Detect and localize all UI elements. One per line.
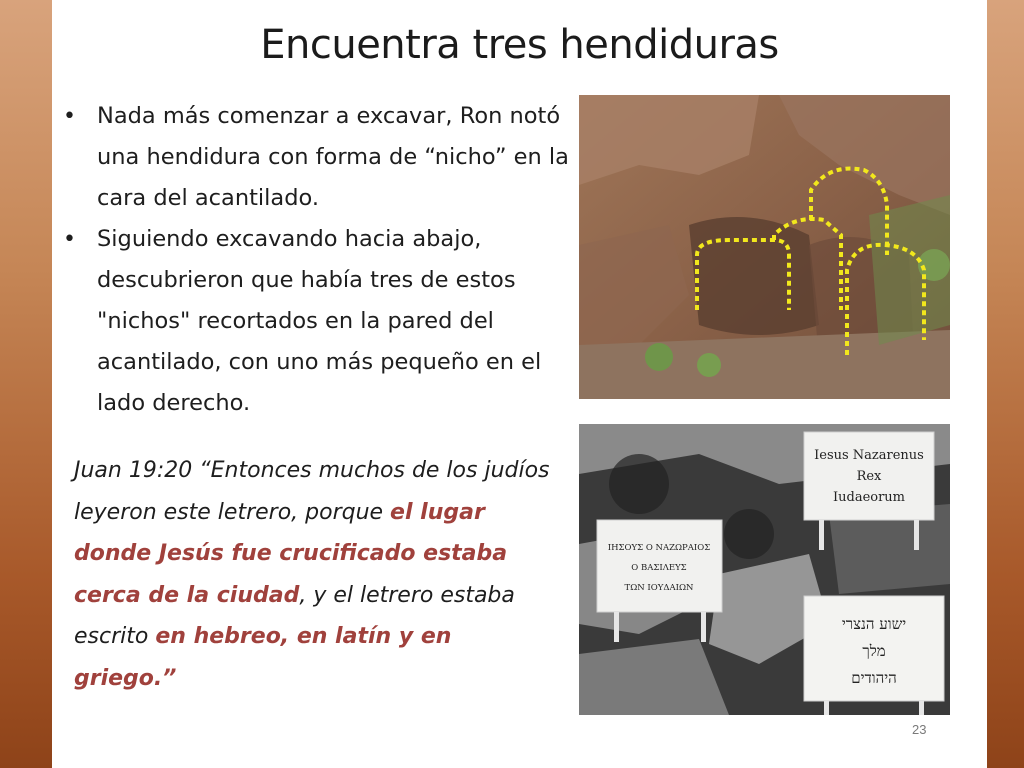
greek-sign-line: ΤΩΝ ΙΟΥΔΑΙΩΝ: [624, 583, 694, 593]
bullet-item: [60, 219, 570, 424]
bullet-item: [60, 96, 570, 219]
cliff-photo-illustration: [579, 95, 950, 399]
quote-text: , y el letrero estaba escrito: [74, 582, 515, 649]
cliff-niches-photo: [579, 95, 950, 399]
hebrew-sign-line: ישוע הנצרי: [841, 615, 907, 633]
page-number: 23: [912, 722, 927, 737]
hebrew-sign: [804, 596, 944, 715]
slide: [52, 0, 987, 768]
greek-sign-line: Ο ΒΑΣΙΛΕΥΣ: [631, 563, 687, 573]
bullet-text: Nada más comenzar a excavar, Ron notó una hendidura con forma de “nicho” en la cara del acantilado.: [97, 103, 569, 211]
bullet-icon: •: [63, 227, 76, 252]
quote-highlight-location: el lugar donde Jesús fue crucificado estaba cerca de la ciudad: [74, 499, 508, 608]
latin-sign-line: Iudaeorum: [832, 490, 906, 505]
quote-book: Juan: [74, 458, 129, 483]
slide-title: Encuentra tres hendiduras: [260, 22, 779, 68]
scripture-quote: [74, 450, 554, 699]
bullet-text: Siguiendo excavando hacia abajo, descubrieron que había tres de estos "nichos" recortados en la pared del acantilado, con uno más pequeño en el lado derecho.: [97, 226, 542, 416]
bullet-list: [60, 96, 570, 424]
quote-highlight-languages: en hebreo, en latín y en griego.”: [74, 624, 452, 691]
quote-reference: 19:20: [128, 458, 193, 483]
bullet-icon: •: [63, 104, 76, 129]
hebrew-sign-line: מלך: [862, 642, 886, 660]
signs-photo-illustration: [579, 424, 950, 715]
trilingual-signs-photo: [579, 424, 950, 715]
latin-sign-line: Rex: [856, 469, 882, 484]
quote-text: “Entonces muchos de los judíos leyeron este letrero, porque: [74, 458, 550, 525]
greek-sign-line: ΙΗΣΟΥΣ Ο ΝΑΖΩΡΑΙΟΣ: [607, 543, 711, 553]
latin-sign-line: Iesus Nazarenus: [814, 448, 924, 463]
hebrew-sign-line: היהודים: [851, 669, 897, 687]
